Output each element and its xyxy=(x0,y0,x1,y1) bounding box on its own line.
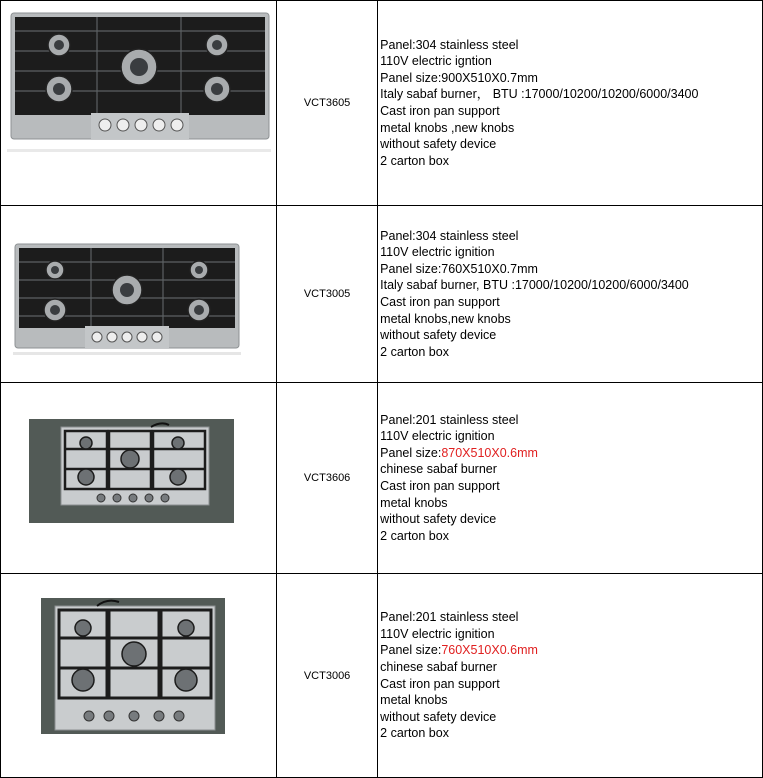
spec-description xyxy=(378,206,763,383)
spec-panel-size: Panel size:900X510X0.7mm xyxy=(380,70,538,85)
spec-packing: 2 carton box xyxy=(380,344,449,359)
product-image-cell xyxy=(1,383,277,574)
cooktop-photo-vct3005 xyxy=(1,206,276,382)
spec-ignition: 110V electric ignition xyxy=(380,245,495,260)
spec-packing: 2 carton box xyxy=(380,528,449,543)
spec-burner: chinese sabaf burner xyxy=(380,659,497,674)
spec-panel-size-label: Panel size: xyxy=(380,643,442,658)
product-image-cell xyxy=(1,1,277,206)
spec-packing: 2 carton box xyxy=(380,153,449,168)
spec-description xyxy=(378,1,763,206)
spec-panel-size-label: Panel size: xyxy=(380,445,442,460)
spec-burner: Italy sabaf burner, BTU :17000/10200/10200/6000/3400 xyxy=(380,278,689,293)
cooktop-photo-vct3605 xyxy=(1,1,276,205)
spec-safety-device: without safety device xyxy=(380,512,497,527)
spec-panel-size xyxy=(380,642,762,659)
spec-burner: Italy sabaf burner， BTU :17000/10200/10200/6000/3400 xyxy=(380,87,699,102)
spec-ignition: 110V electric ignition xyxy=(380,626,495,641)
table-row xyxy=(1,574,763,778)
spec-panel-material: Panel:304 stainless steel xyxy=(380,228,519,243)
model-number: VCT3005 xyxy=(277,206,378,383)
product-image-cell xyxy=(1,574,277,778)
cooktop-photo-vct3606 xyxy=(1,383,276,573)
cooktop-photo-vct3006 xyxy=(1,574,276,777)
spec-packing: 2 carton box xyxy=(380,726,449,741)
spec-knobs: metal knobs xyxy=(380,693,448,708)
spec-knobs: metal knobs,new knobs xyxy=(380,311,511,326)
spec-safety-device: without safety device xyxy=(380,709,497,724)
spec-panel-size-value: 760X510X0.6mm xyxy=(441,643,538,658)
spec-knobs: metal knobs ,new knobs xyxy=(380,120,515,135)
table-row xyxy=(1,383,763,574)
spec-knobs: metal knobs xyxy=(380,495,448,510)
spec-description xyxy=(378,574,763,778)
spec-panel-size xyxy=(380,445,762,462)
spec-panel-size: Panel size:760X510X0.7mm xyxy=(380,261,538,276)
spec-panel-material: Panel:201 stainless steel xyxy=(380,412,519,427)
spec-safety-device: without safety device xyxy=(380,137,497,152)
table-row xyxy=(1,206,763,383)
table-row xyxy=(1,1,763,206)
model-number: VCT3605 xyxy=(277,1,378,206)
spec-pan-support: Cast iron pan support xyxy=(380,479,500,493)
spec-pan-support: Cast iron pan support xyxy=(380,676,500,691)
spec-pan-support: Cast iron pan support xyxy=(380,104,500,118)
spec-panel-size-value: 870X510X0.6mm xyxy=(441,445,538,460)
spec-ignition: 110V electric igntion xyxy=(380,54,492,69)
spec-panel-material: Panel:201 stainless steel xyxy=(380,610,519,625)
model-number: VCT3006 xyxy=(277,574,378,778)
spec-ignition: 110V electric ignition xyxy=(380,429,495,444)
product-image-cell xyxy=(1,206,277,383)
model-number: VCT3606 xyxy=(277,383,378,574)
spec-panel-material: Panel:304 stainless steel xyxy=(380,37,519,52)
spec-burner: chinese sabaf burner xyxy=(380,462,497,477)
spec-pan-support: Cast iron pan support xyxy=(380,295,500,309)
spec-description xyxy=(378,383,763,574)
spec-safety-device: without safety device xyxy=(380,328,497,343)
